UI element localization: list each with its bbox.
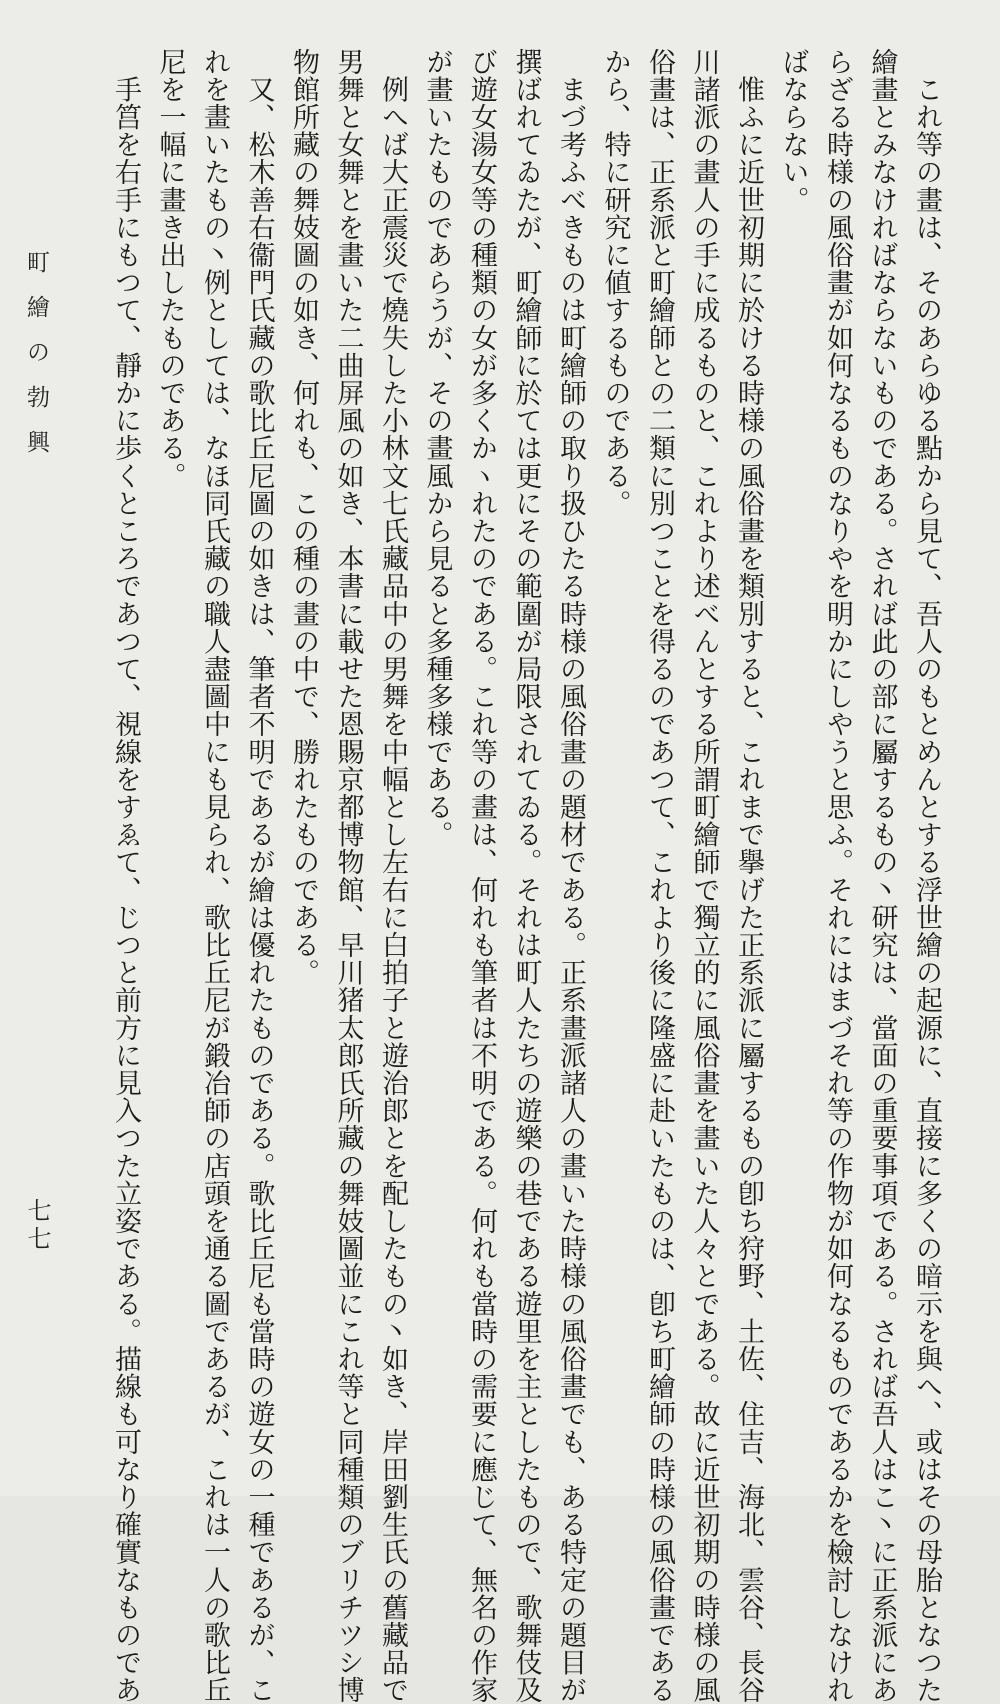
paragraph: 手筥を右手にもつて、靜かに歩くところであつて、視線をすゑて、じつと前方に見入つた立姿である。描線も可なり確實なものであ [110, 48, 141, 1704]
body-text [103, 48, 949, 1704]
page-number: 七七 [23, 1198, 51, 1254]
paragraph: 例へば大正震災で燒失した小林文七氏藏品中の男舞を中幅とし左右に白拍子と遊治郎とを配したもの丶如き、岸田劉生氏の舊藏品で 男舞と女舞とを畫いた二曲屏風の如き、本書に載せた恩賜京都博物館、早川猪太郎氏所藏の舞妓圖並にこれ等と同種類のブリチツシ博 物館所藏の舞妓圖の如き、何れも、この種の畫の中で、勝れたものである。 [288, 48, 408, 1704]
paragraph: まづ考ふべきものは町繪師の取り扱ひたる時様の風俗畫の題材である。正系畫派諸人の畫いた時様の風俗畫でも、ある特定の題目が 撰ばれてゐたが、町繪師に於ては更にその範圍が局限されてゐる。それは町人たちの遊樂の巷である遊里を主としたもので、歌舞伎及 び遊女湯女等の種類の女が多くかヽれたのである。これ等の畫は、何れも筆者は不明である。何れも當時の需要に應じて、無名の作家 が畫いたものであらうが、その畫風から見ると多種多様である。 [421, 48, 586, 1704]
paragraph: これ等の畫は、そのあらゆる點から見て、吾人のもとめんとする浮世繪の起源に、直接に多くの暗示を與へ、或はその母胎となつた 繪畫とみなければならないものである。されば此の部に屬するもの丶研究は、當面の重要事項である。されば吾人はこ丶に正系派にあ らざる時様の風俗畫が如何なるものなりやを明かにしやうと思ふ。それにはまづそれ等の作物が如何なるものであるかを檢討しなけれ ばならない。 [777, 48, 942, 1704]
paragraph: 惟ふに近世初期に於ける時様の風俗畫を類別すると、これまで擧げた正系派に屬するもの卽ち狩野、土佐、住吉、海北、雲谷、長谷 川諸派の畫人の手に成るものと、これより述べんとする所謂町繪師で獨立的に風俗畫を畫いた人々とである。故に近世初期の時様の風 俗畫は、正系派と町繪師との二類に別つことを得るのであつて、これより後に隆盛に赴いたものは、卽ち町繪師の時様の風俗畫である から、特に研究に値するものである。 [599, 48, 764, 1704]
running-head: 町繪の勃興 [23, 250, 49, 475]
paragraph: 又、松木善右衞門氏藏の歌比丘尼圖の如きは、筆者不明であるが繪は優れたものである。歌比丘尼も當時の遊女の一種であるが、こ れを畫いたもの丶例としては、なほ同氏藏の職人盡圖中にも見られ、歌比丘尼が鍛冶師の店頭を通る圖であるが、これは一人の歌比丘 尼を一幅に畫き出したものである。 [154, 48, 275, 1704]
